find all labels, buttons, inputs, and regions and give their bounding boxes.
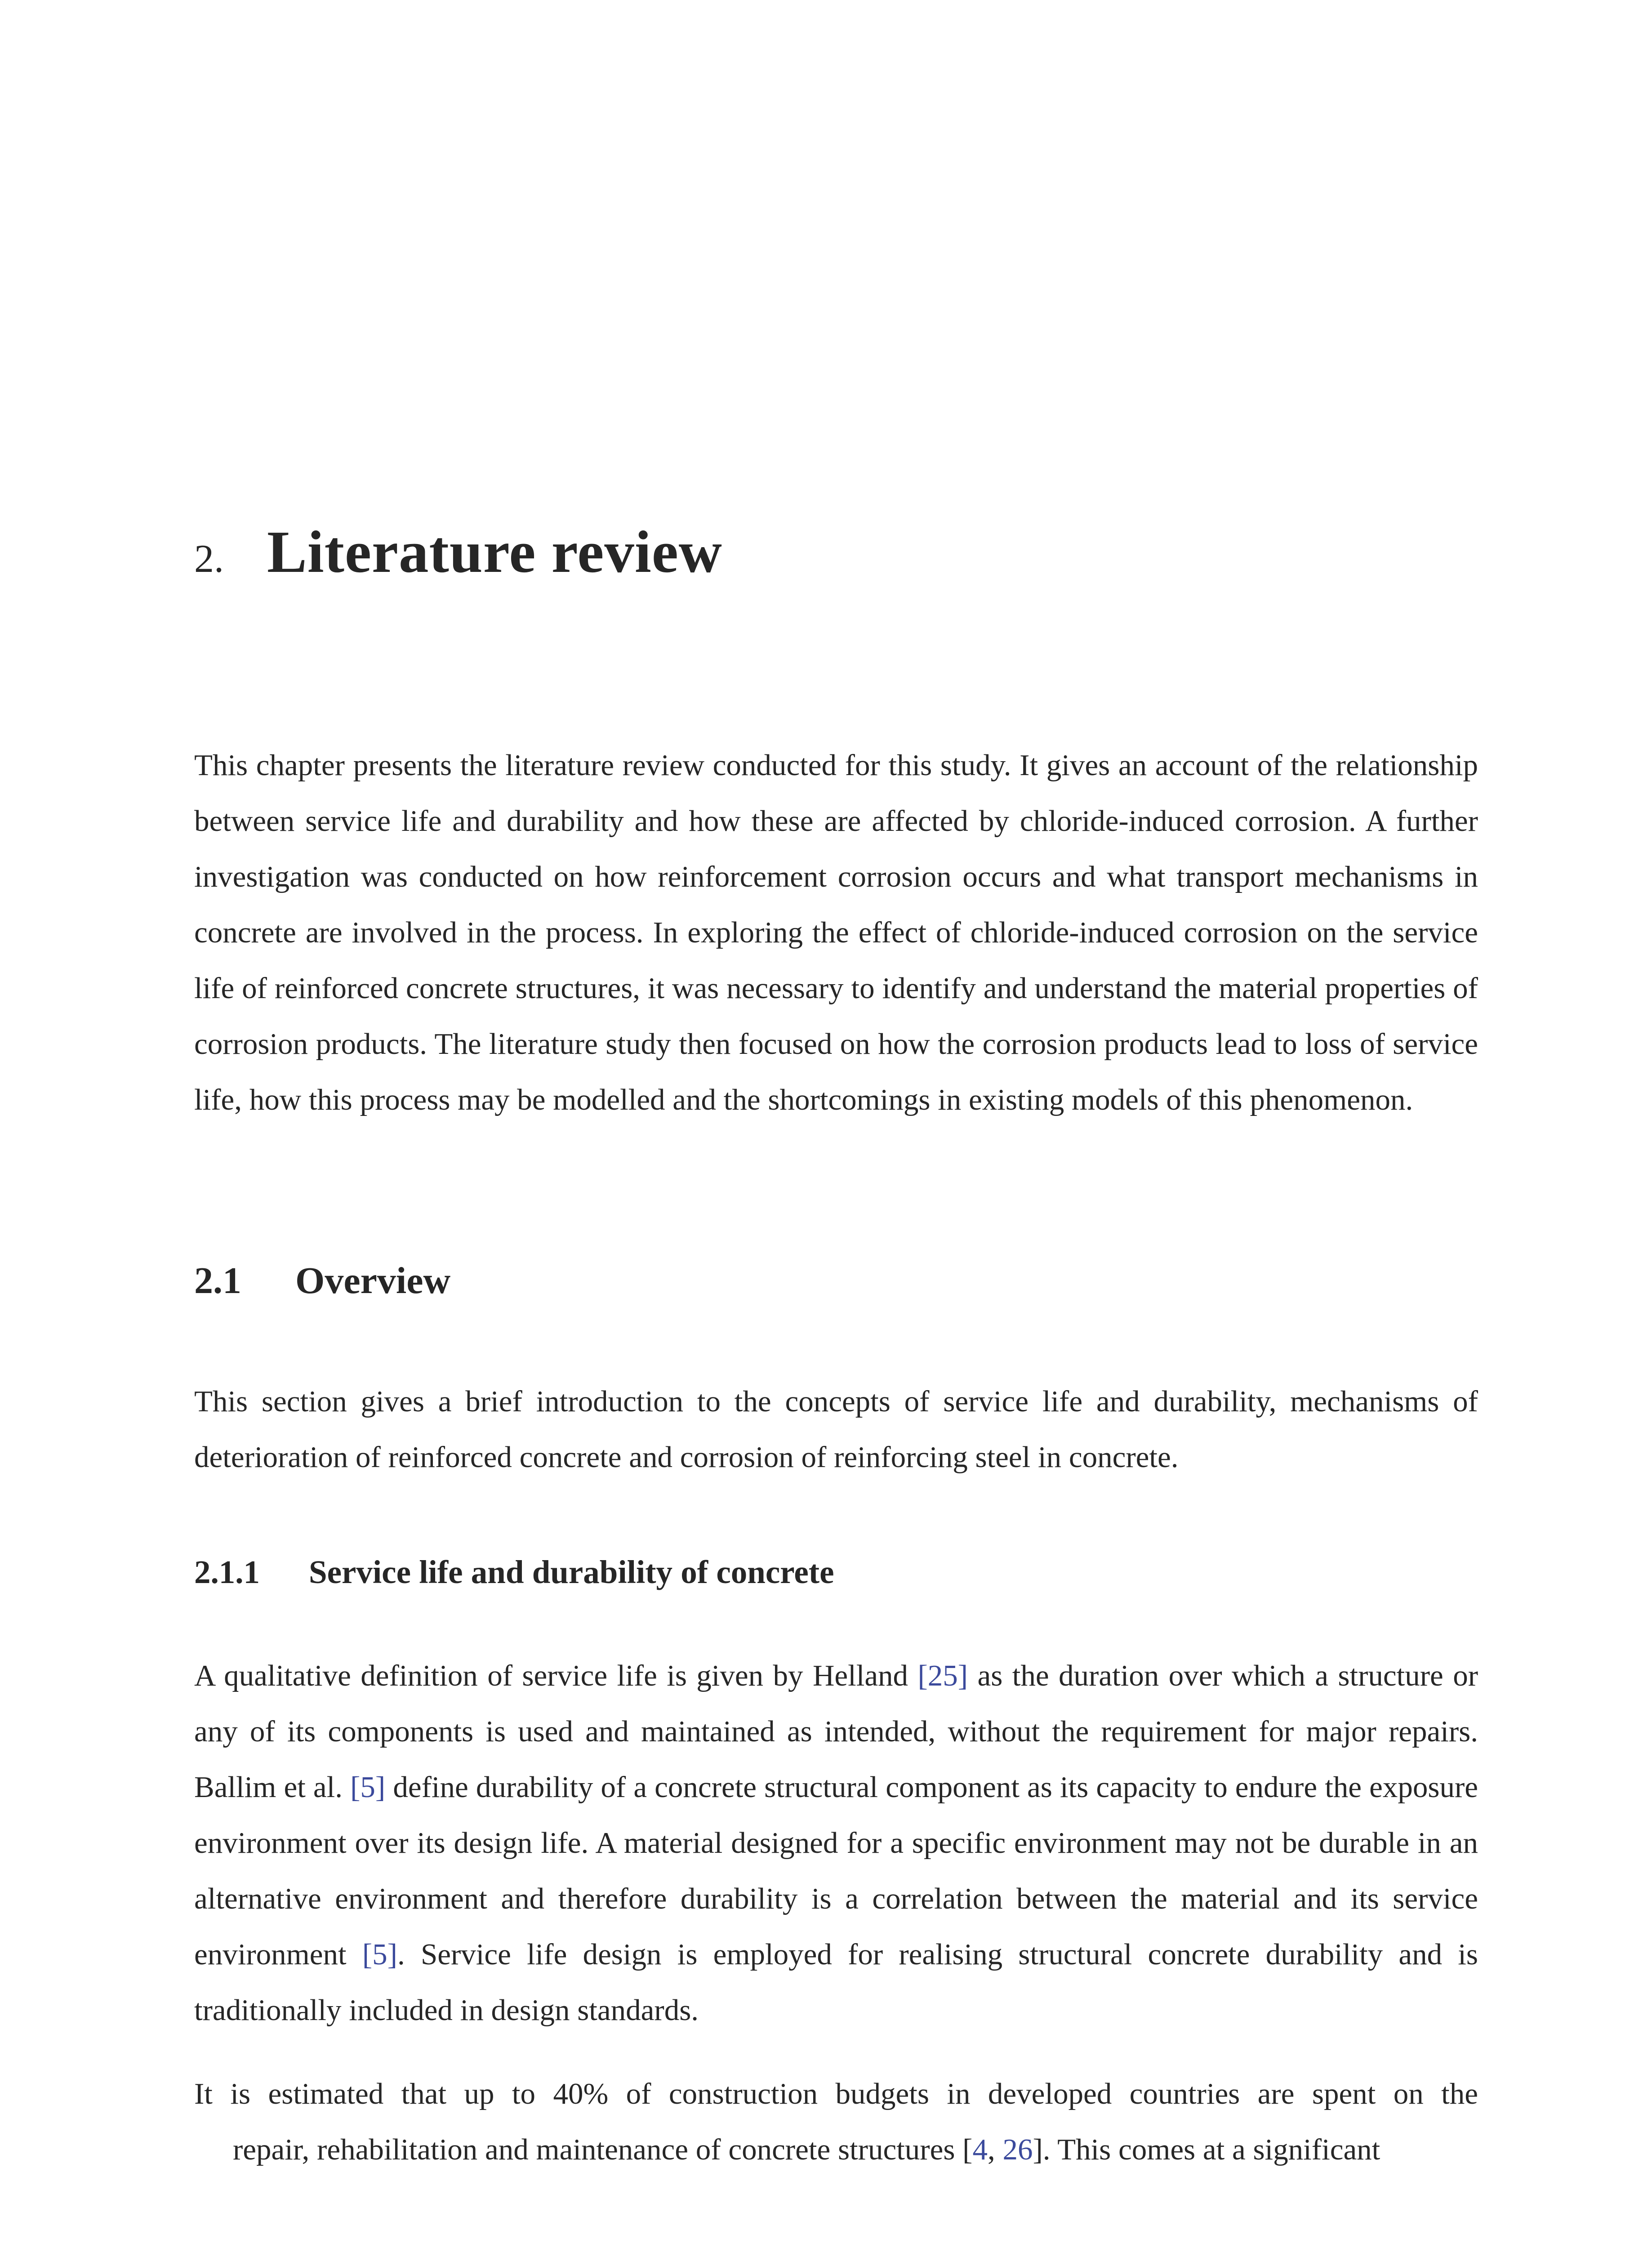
section-heading xyxy=(194,1259,1478,1302)
subsection-paragraph-2 xyxy=(194,2066,1478,2177)
intro-paragraph: This chapter presents the literature review conducted for this study. It gives an account of the relationship between service life and durability and how these are affected by chloride-induced corrosion. A further investigation was conducted on how reinforcement corrosion occurs and what transport mechanisms in concrete are involved in the process. In exploring the effect of chloride-induced corrosion on the service life of reinforced concrete structures, it was necessary to identify and understand the material properties of corrosion products. The literature study then focused on how the corrosion products lead to loss of service life, how this process may be modelled and the shortcomings in existing models of this phenomenon. xyxy=(194,749,1478,1116)
citation-link[interactable]: 4 xyxy=(972,2133,988,2166)
text-run: ]. This comes at a significant xyxy=(1033,2133,1380,2166)
citation-link[interactable]: [25] xyxy=(917,1659,968,1692)
chapter-heading xyxy=(194,517,1478,607)
text-run: as the duration over which a structure or any of its components is used and maintained as intended, without the requirement for major repairs. Ballim et al. xyxy=(194,1659,1478,1804)
subsection-title: Service life and durability of concrete xyxy=(309,1554,834,1590)
citation-link[interactable]: [5] xyxy=(350,1771,386,1804)
text-run: define durability of a concrete structural component as its capacity to endure the exposure environment over its design life. A material designed for a specific environment may not be durable in an alternative environment and therefore durability is a correlation between the material and its service environment xyxy=(194,1771,1478,1971)
paragraph-line-continued xyxy=(194,2122,1478,2177)
subsection-paragraph-1 xyxy=(194,1648,1478,2038)
chapter-number: 2. xyxy=(194,537,224,581)
subsection-heading xyxy=(194,1553,1478,1591)
text-run: , xyxy=(988,2133,1003,2166)
citation-link[interactable]: 26 xyxy=(1002,2133,1033,2166)
text-run: A qualitative definition of service life is given by Helland xyxy=(194,1659,918,1692)
paragraph-line: It is estimated that up to 40% of construction budgets in developed countries are spent on the xyxy=(194,2077,1478,2110)
subsection-number: 2.1.1 xyxy=(194,1554,260,1590)
chapter-title: Literature review xyxy=(267,518,722,585)
section-number: 2.1 xyxy=(194,1260,241,1302)
text-run: repair, rehabilitation and maintenance of concrete structures [ xyxy=(233,2133,973,2166)
section-paragraph: This section gives a brief introduction to the concepts of service life and durability, mechanisms of deterioration of reinforced concrete and corrosion of reinforcing steel in concrete. xyxy=(194,1385,1478,1474)
section-title: Overview xyxy=(295,1260,451,1302)
text-run: . Service life design is employed for realising structural concrete durability and is traditionally included in design standards. xyxy=(194,1938,1478,2027)
citation-link[interactable]: [5] xyxy=(362,1938,397,1971)
